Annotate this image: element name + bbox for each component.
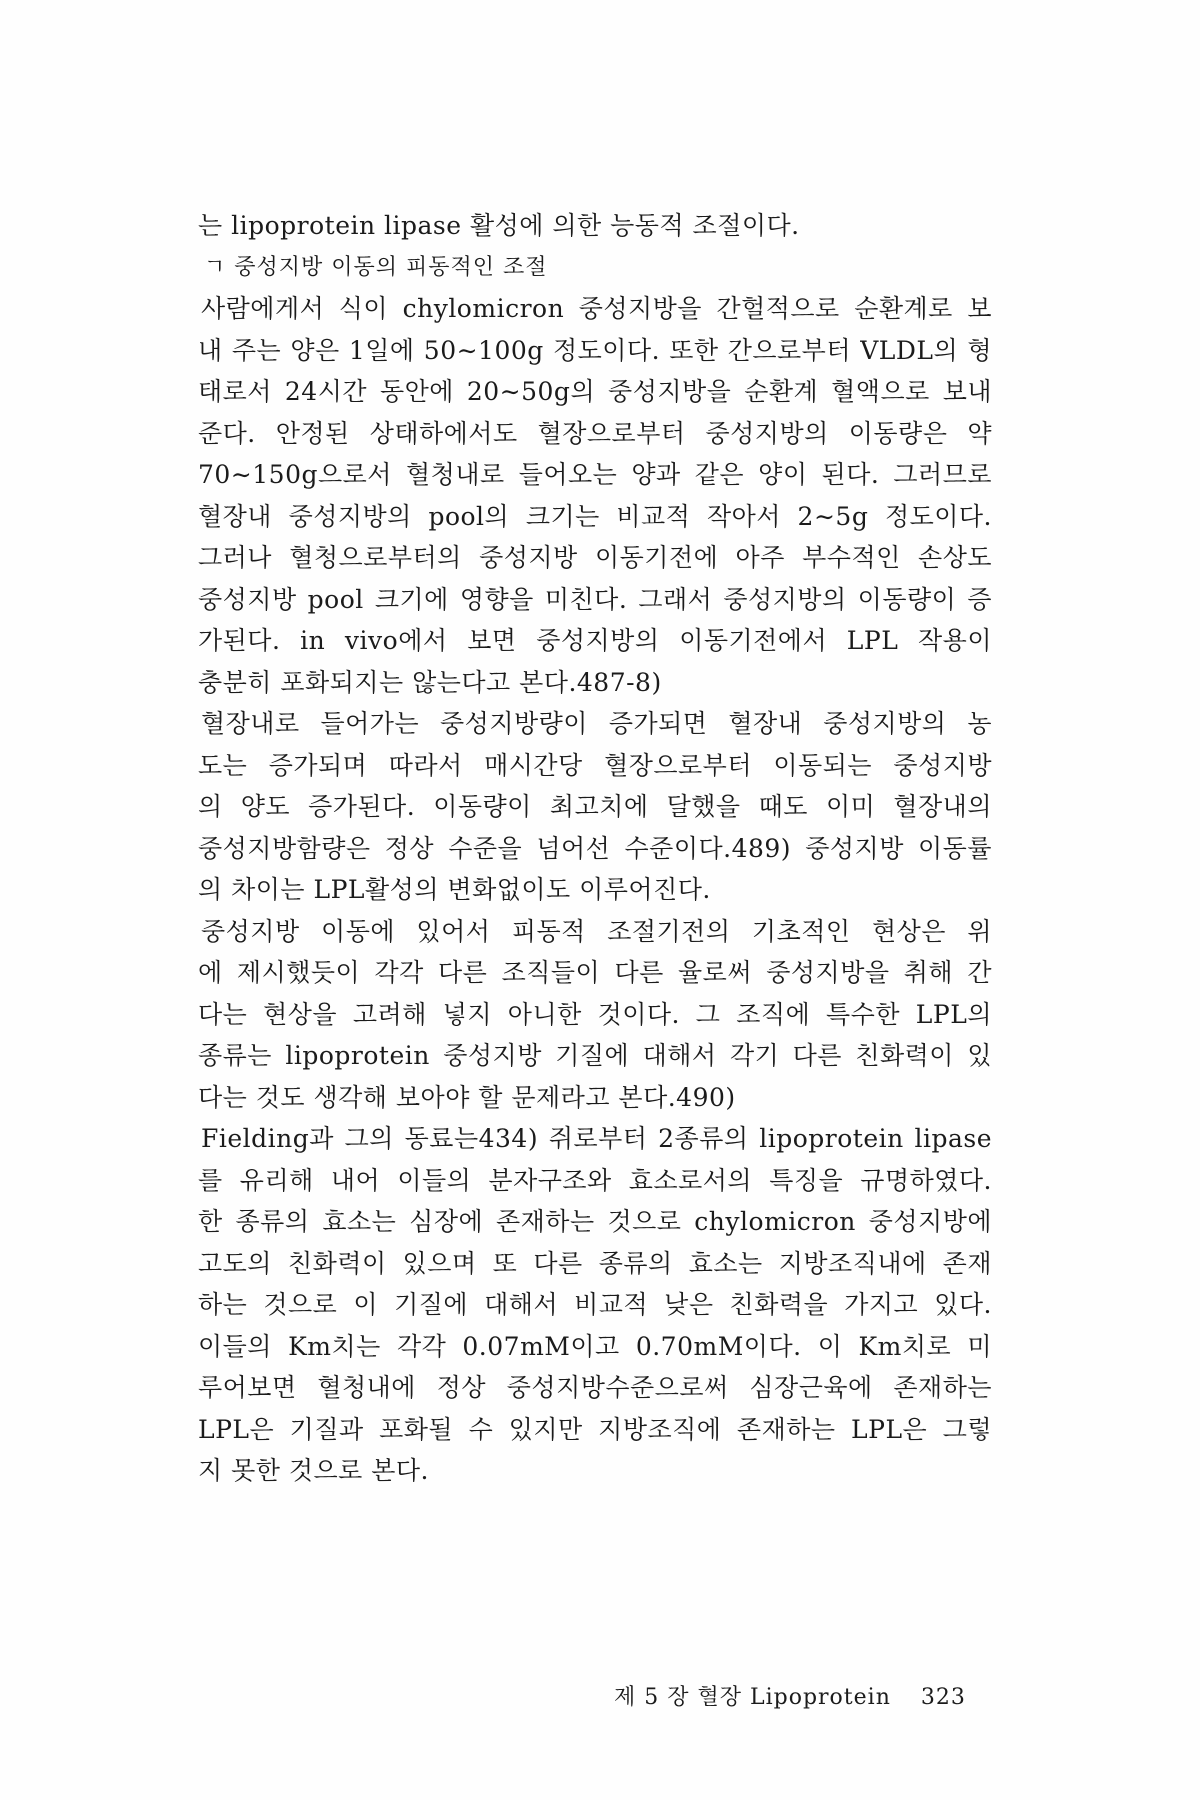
text-line: 그러나 혈청으로부터의 중성지방 이동기전에 아주 부수적인 손상도 [198, 543, 992, 572]
text-line: 를 유리해 내어 이들의 분자구조와 효소로서의 특징을 규명하였다. [198, 1165, 992, 1195]
text-line: 는 lipoprotein lipase 활성에 의한 능동적 조절이다. [198, 211, 800, 240]
text-line: 충분히 포화되지는 않는다고 본다.487-8) [198, 667, 662, 697]
page-footer [614, 1680, 994, 1711]
text-line: 지 못한 것으로 본다. [198, 1456, 429, 1485]
text-line: 루어보면 혈청내에 정상 중성지방수준으로써 심장근육에 존재하는 [198, 1373, 992, 1402]
text-line: 내 주는 양은 1일에 50∼100g 정도이다. 또한 간으로부터 VLDL의 형 [198, 335, 992, 365]
text-line: 가된다. in vivo에서 보면 중성지방의 이동기전에서 LPL 작용이 [198, 626, 992, 655]
text-line: 중성지방 pool 크기에 영향을 미친다. 그래서 중성지방의 이동량이 증 [198, 584, 992, 614]
text-line: 하는 것으로 이 기질에 대해서 비교적 낮은 친화력을 가지고 있다. [198, 1290, 992, 1319]
text-line: 이들의 Km치는 각각 0.07mM이고 0.70mM이다. 이 Km치로 미 [198, 1331, 992, 1361]
text-line: 혈장내 중성지방의 pool의 크기는 비교적 작아서 2∼5g 정도이다. [198, 501, 992, 531]
text-line: 70∼150g으로서 혈청내로 들어오는 양과 같은 양이 된다. 그러므로 [198, 460, 992, 489]
page-number: 323 [920, 1685, 966, 1710]
text-line: 다는 것도 생각해 보아야 할 문제라고 본다.490) [198, 1082, 736, 1112]
text-line: 의 양도 증가된다. 이동량이 최고치에 달했을 때도 이미 혈장내의 [198, 792, 992, 821]
text-line: 중성지방 이동에 있어서 피동적 조절기전의 기초적인 현상은 위 [201, 916, 992, 946]
text-line: 사람에게서 식이 chylomicron 중성지방을 간헐적으로 순환계로 보 [201, 294, 992, 323]
text-line: 에 제시했듯이 각각 다른 조직들이 다른 율로써 중성지방을 취해 간 [198, 958, 992, 987]
text-line: LPL은 기질과 포화될 수 있지만 지방조직에 존재하는 LPL은 그렇 [198, 1414, 992, 1444]
text-line: 다는 현상을 고려해 넣지 아니한 것이다. 그 조직에 특수한 LPL의 [198, 999, 992, 1029]
text-line: 태로서 24시간 동안에 20∼50g의 중성지방을 순환계 혈액으로 보내 [198, 377, 992, 406]
text-line: 도는 증가되며 따라서 매시간당 혈장으로부터 이동되는 중성지방 [198, 750, 992, 780]
text-line: 준다. 안정된 상태하에서도 혈장으로부터 중성지방의 이동량은 약 [198, 418, 992, 448]
text-line: 혈장내로 들어가는 중성지방량이 증가되면 혈장내 중성지방의 농 [201, 709, 992, 738]
text-line: Fielding과 그의 동료는434) 쥐로부터 2종류의 lipoprotein lipase [201, 1124, 992, 1153]
text-line: 의 차이는 LPL활성의 변화없이도 이루어진다. [198, 875, 711, 904]
text-line: 중성지방함량은 정상 수준을 넘어선 수준이다.489) 중성지방 이동률 [198, 833, 992, 863]
text-line: 고도의 친화력이 있으며 또 다른 종류의 효소는 지방조직내에 존재 [198, 1248, 992, 1278]
text-line: 종류는 lipoprotein 중성지방 기질에 대해서 각기 다른 친화력이 있 [198, 1041, 992, 1070]
running-header-chapter: 제 5 장 혈장 Lipoprotein [614, 1685, 891, 1710]
text-line: 한 종류의 효소는 심장에 존재하는 것으로 chylomicron 중성지방에 [198, 1207, 992, 1236]
body-text [198, 205, 992, 1492]
section-heading: ㄱ 중성지방 이동의 피동적인 조절 [204, 254, 548, 280]
